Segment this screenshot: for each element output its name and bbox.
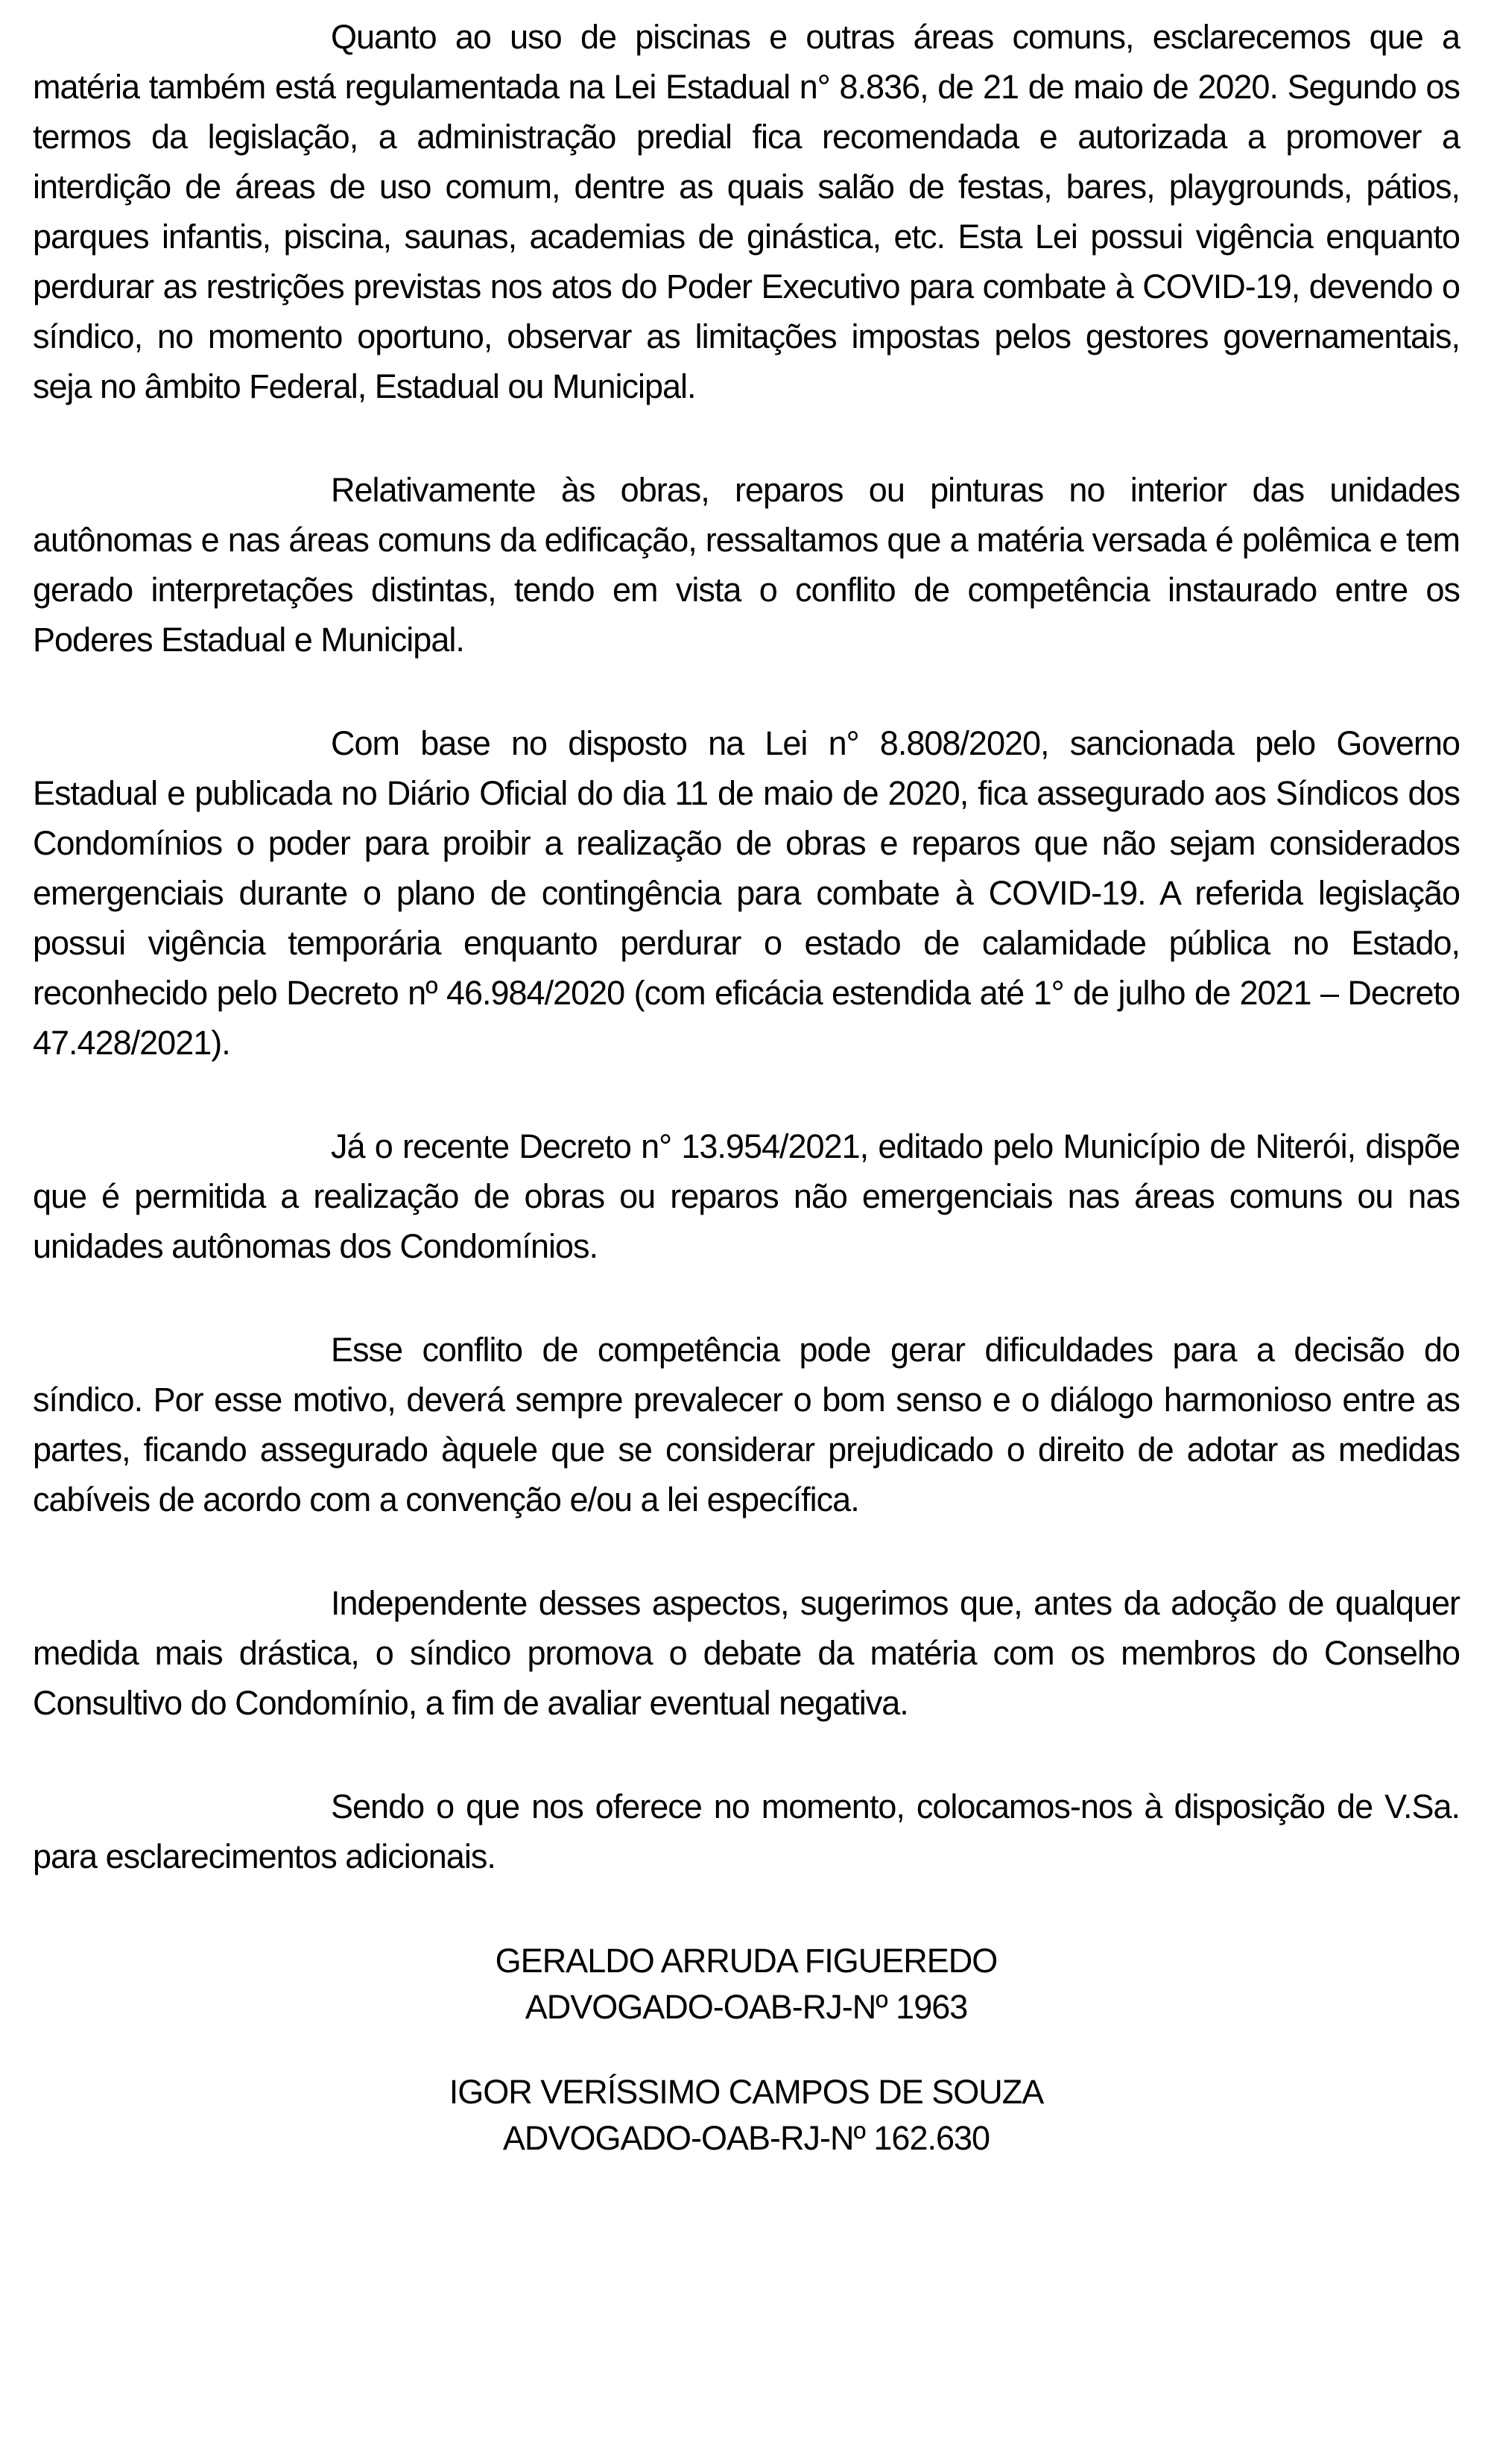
signatory-name: IGOR VERÍSSIMO CAMPOS DE SOUZA — [449, 2073, 1044, 2111]
body-paragraph: Com base no disposto na Lei n° 8.808/2020, sancionada pelo Governo Estadual e publicada no Diário Oficial do dia 11 de maio de 2020, fica assegurado aos Síndicos dos Condomínios o poder para proibir a realização de obras e reparos que não sejam considerados emergenciais durante o plano de contingência para combate à COVID-19. A referida legislação possui vigência temporária enquanto perdurar o estado de calamidade pública no Estado, reconhecido pelo Decreto nº 46.984/2020 (com eficácia estendida até 1° de julho de 2021 – Decreto 47.428/2021). — [33, 724, 1460, 1062]
signatory-credential: ADVOGADO-OAB-RJ-Nº 1963 — [525, 1988, 968, 2026]
body-paragraph: Já o recente Decreto n° 13.954/2021, editado pelo Município de Niterói, dispõe que é permitida a realização de obras ou reparos não emergenciais nas áreas comuns ou nas unidades autônomas dos Condomínios. — [33, 1127, 1460, 1265]
signature-block — [33, 1938, 1460, 2161]
signatory-credential: ADVOGADO-OAB-RJ-Nº 162.630 — [502, 2119, 990, 2157]
body-paragraph: Esse conflito de competência pode gerar dificuldades para a decisão do síndico. Por esse motivo, deverá sempre prevalecer o bom senso e o diálogo harmonioso entre as partes, ficando assegurado àquele que se considerar prejudicado o direito de adotar as medidas cabíveis de acordo com a convenção e/ou a lei específica. — [33, 1331, 1460, 1518]
signature-entry — [33, 1938, 1460, 2030]
body-paragraph: Independente desses aspectos, sugerimos que, antes da adoção de qualquer medida mais drástica, o síndico promova o debate da matéria com os membros do Conselho Consultivo do Condomínio, a fim de avaliar eventual negativa. — [33, 1584, 1460, 1722]
body-paragraph: Relativamente às obras, reparos ou pinturas no interior das unidades autônomas e nas áreas comuns da edificação, ressaltamos que a matéria versada é polêmica e tem gerado interpretações distintas, tendo em vista o conflito de competência instaurado entre os Poderes Estadual e Municipal. — [33, 471, 1460, 659]
signatory-name: GERALDO ARRUDA FIGUEREDO — [495, 1942, 998, 1980]
body-paragraph: Quanto ao uso de piscinas e outras áreas comuns, esclarecemos que a matéria também está regulamentada na Lei Estadual n° 8.836, de 21 de maio de 2020. Segundo os termos da legislação, a administração predial fica recomendada e autorizada a promover a interdição de áreas de uso comum, dentre as quais salão de festas, bares, playgrounds, pátios, parques infantis, piscina, saunas, academias de ginástica, etc. Esta Lei possui vigência enquanto perdurar as restrições previstas nos atos do Poder Executivo para combate à COVID-19, devendo o síndico, no momento oportuno, observar as limitações impostas pelos gestores governamentais, seja no âmbito Federal, Estadual ou Municipal. — [33, 18, 1460, 405]
body-paragraph: Sendo o que nos oferece no momento, colocamos-nos à disposição de V.Sa. para esclarecimentos adicionais. — [33, 1787, 1460, 1875]
signature-entry — [33, 2069, 1460, 2161]
